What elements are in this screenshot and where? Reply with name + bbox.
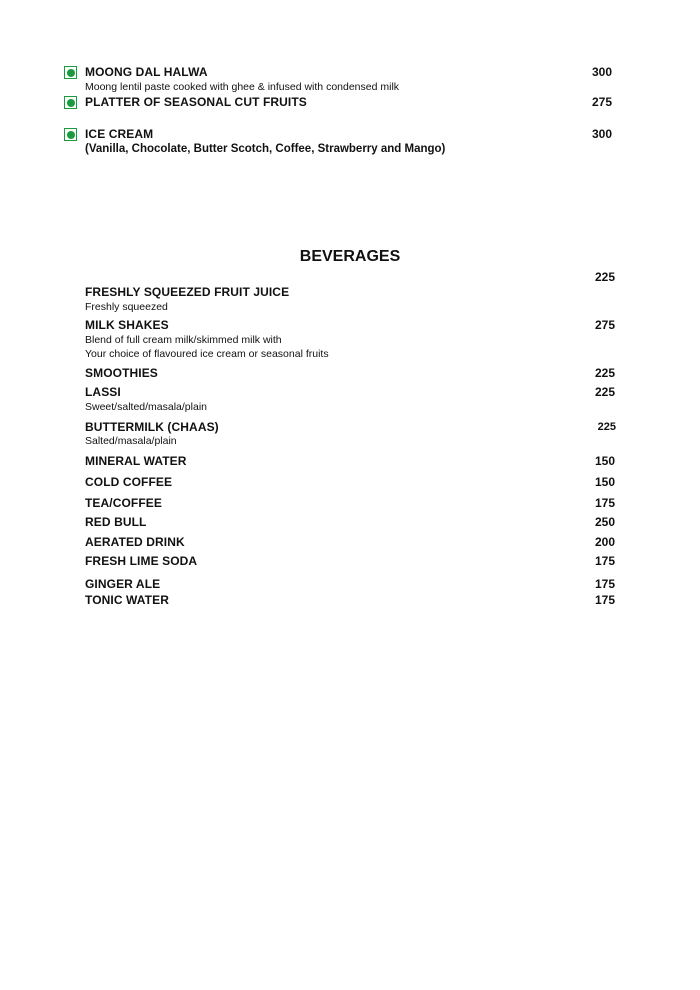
item-price-ginger-ale: 175 — [594, 577, 615, 591]
item-name-fresh-lime-soda: FRESH LIME SODA — [85, 554, 198, 568]
item-name-ginger-ale: GINGER ALE — [85, 577, 161, 591]
item-name-tonic-water: TONIC WATER — [85, 593, 169, 607]
item-name-fruit-juice: FRESHLY SQUEEZED FRUIT JUICE — [85, 285, 290, 299]
item-desc-milk-shakes-line2: Your choice of flavoured ice cream or seasonal fruits — [85, 348, 329, 360]
item-price-tea-coffee: 175 — [594, 496, 615, 510]
item-price-aerated-drink: 200 — [594, 535, 615, 549]
item-name-buttermilk: BUTTERMILK (CHAAS) — [85, 420, 219, 434]
veg-mark-icon — [64, 128, 77, 141]
item-desc-ice-cream: (Vanilla, Chocolate, Butter Scotch, Coffee, Strawberry and Mango) — [85, 143, 446, 155]
item-price-seasonal-fruits: 275 — [591, 95, 612, 109]
item-desc-moong-dal-halwa: Moong lentil paste cooked with ghee & infused with condensed milk — [85, 81, 400, 93]
item-desc-milk-shakes-line1: Blend of full cream milk/skimmed milk with — [85, 334, 282, 346]
item-name-smoothies: SMOOTHIES — [85, 366, 158, 380]
item-price-tonic-water: 175 — [594, 593, 615, 607]
item-price-cold-coffee: 150 — [594, 475, 615, 489]
item-name-aerated-drink: AERATED DRINK — [85, 535, 185, 549]
item-name-seasonal-fruits: PLATTER OF SEASONAL CUT FRUITS — [85, 95, 307, 109]
item-price-ice-cream: 300 — [591, 127, 612, 141]
item-name-milk-shakes: MILK SHAKES — [85, 318, 169, 332]
item-name-mineral-water: MINERAL WATER — [85, 454, 187, 468]
item-price-smoothies: 225 — [594, 366, 615, 380]
section-heading-beverages: BEVERAGES — [299, 248, 401, 265]
item-desc-buttermilk: Salted/masala/plain — [85, 435, 177, 447]
item-name-cold-coffee: COLD COFFEE — [85, 475, 173, 489]
item-price-lassi: 225 — [594, 385, 615, 399]
item-name-tea-coffee: TEA/COFFEE — [85, 496, 163, 510]
item-name-ice-cream: ICE CREAM — [85, 127, 154, 141]
item-desc-lassi: Sweet/salted/masala/plain — [85, 401, 207, 413]
veg-mark-icon — [64, 66, 77, 79]
item-name-red-bull: RED BULL — [85, 515, 147, 529]
item-desc-fruit-juice: Freshly squeezed — [85, 301, 168, 313]
item-price-fruit-juice: 225 — [594, 270, 615, 284]
item-price-milk-shakes: 275 — [594, 318, 615, 332]
veg-mark-icon — [64, 96, 77, 109]
item-name-moong-dal-halwa: MOONG DAL HALWA — [85, 65, 208, 79]
item-price-moong-dal-halwa: 300 — [591, 65, 612, 79]
item-name-lassi: LASSI — [85, 385, 121, 399]
item-price-fresh-lime-soda: 175 — [594, 554, 615, 568]
item-price-buttermilk: 225 — [597, 421, 616, 433]
item-price-red-bull: 250 — [594, 515, 615, 529]
item-price-mineral-water: 150 — [594, 454, 615, 468]
